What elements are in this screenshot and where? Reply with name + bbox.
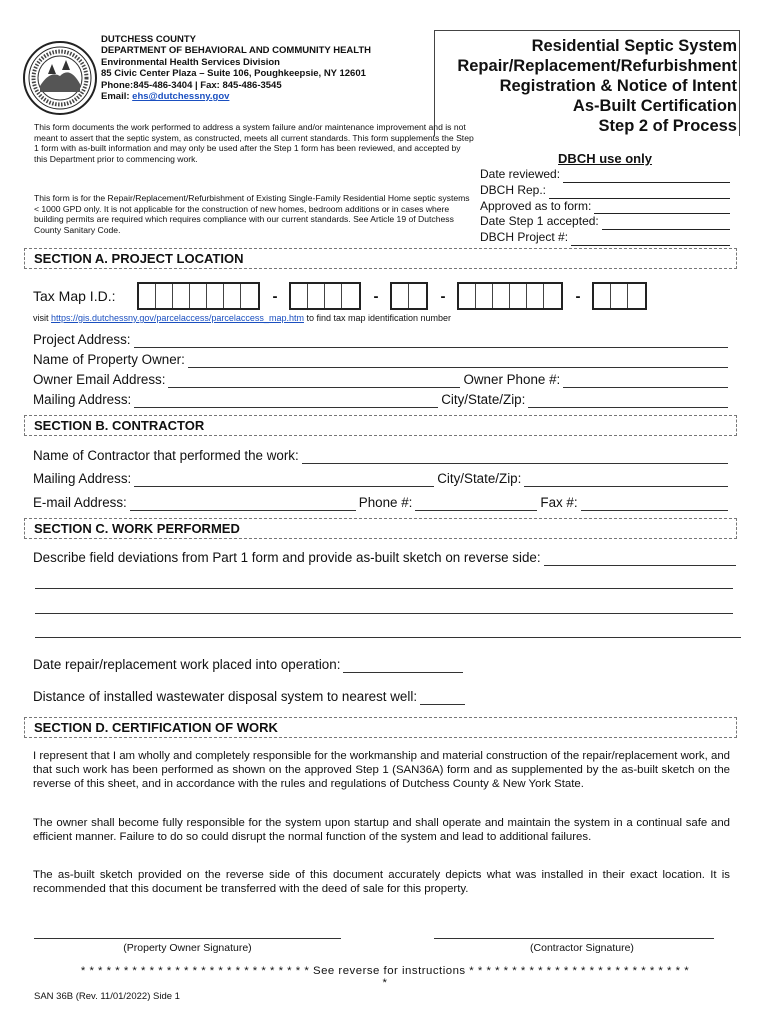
tax-map-group-2[interactable] <box>289 282 361 310</box>
section-c-header: SECTION C. WORK PERFORMED <box>24 518 737 539</box>
well-distance-row <box>33 689 468 705</box>
approved-field[interactable] <box>594 202 730 214</box>
owner-email-label: Owner Email Address: <box>33 372 166 387</box>
tax-map-dash: - <box>373 287 379 305</box>
contractor-phone-label: Phone #: <box>358 495 413 510</box>
tax-map-group-5[interactable] <box>592 282 647 310</box>
email-label: Email: <box>101 91 133 103</box>
owner-phone-label: Owner Phone #: <box>463 372 561 387</box>
contractor-city-field[interactable] <box>524 474 728 487</box>
owner-name-field[interactable] <box>188 355 728 368</box>
deviations-line[interactable] <box>35 588 733 589</box>
intro-paragraph-2: This form is for the Repair/Replacement/Refurbishment of Existing Single-Family Residential Home septic systems < 1000 GPD only. It is not applicable for the construction of new homes, bedroom additions or in cases where building permits are required which requires compliance with our current standards. See Article 19 of Dutchess County Sanitary Code. <box>34 193 470 235</box>
operation-date-label: Date repair/replacement work placed into operation: <box>33 657 341 672</box>
well-distance-label: Distance of installed wastewater disposal system to nearest well: <box>33 689 418 704</box>
project-address-field[interactable] <box>134 335 728 348</box>
owner-email-field[interactable] <box>168 375 460 388</box>
owner-signature-label: (Property Owner Signature) <box>123 942 252 954</box>
dbch-project-label: DBCH Project #: <box>480 230 569 245</box>
contractor-fax-label: Fax #: <box>540 495 578 510</box>
gis-link[interactable]: https://gis.dutchessny.gov/parcelaccess/parcelaccess_map.htm <box>51 313 304 323</box>
tax-map-group-4[interactable] <box>457 282 563 310</box>
contractor-signature-label: (Contractor Signature) <box>530 942 634 954</box>
step1-accepted-field[interactable] <box>602 218 730 230</box>
contractor-name-label: Name of Contractor that performed the work: <box>33 448 299 463</box>
contractor-city-label: City/State/Zip: <box>437 471 522 486</box>
operation-date-field[interactable] <box>343 660 463 673</box>
tax-map-group-3[interactable] <box>390 282 428 310</box>
owner-mailing-row <box>33 392 731 408</box>
owner-signature-line[interactable] <box>34 938 341 939</box>
contractor-signature-line[interactable] <box>434 938 714 939</box>
deviations-row <box>33 550 739 566</box>
tax-map-dash: - <box>272 287 278 305</box>
title-line-2: Repair/Replacement/Refurbishment <box>457 57 737 75</box>
project-address-label: Project Address: <box>33 332 131 347</box>
certification-paragraph-1: I represent that I am wholly and completely responsible for the workmanship and material construction of the repair/replacement work, and that such work has been performed as shown on the approved Step 1 (SAN36A) form and as supplemented by the as-built sketch on the reverse of this sheet, and in accordance with the rules and regulations of Dutchess County & New York State. <box>33 750 730 790</box>
owner-name-row <box>33 352 731 368</box>
county-name: DUTCHESS COUNTY <box>101 34 197 45</box>
title-line-4: As-Built Certification <box>572 97 737 115</box>
owner-phone-field[interactable] <box>563 375 728 388</box>
dbch-project-field[interactable] <box>571 234 730 246</box>
dbch-rep-label: DBCH Rep.: <box>480 182 547 197</box>
operation-date-row <box>33 657 466 673</box>
tax-map-dash: - <box>575 287 581 305</box>
city-state-zip-field[interactable] <box>528 395 728 408</box>
deviations-field[interactable] <box>544 553 736 566</box>
contractor-phone-field[interactable] <box>415 498 537 511</box>
section-d-header: SECTION D. CERTIFICATION OF WORK <box>24 717 737 738</box>
email-link[interactable]: ehs@dutchessny.gov <box>132 91 230 103</box>
reverse-instructions-note: * * * * * * * * * * * * * * * * * * * * * * * * * * * See reverse for instructions * * * * * * * * * * * * * * * * * * * * * * * * * * * <box>80 965 690 989</box>
mailing-address-label: Mailing Address: <box>33 392 132 407</box>
deviations-line[interactable] <box>35 637 741 638</box>
tax-map-row <box>33 281 647 311</box>
owner-name-label: Name of Property Owner: <box>33 352 185 367</box>
county-seal-logo <box>22 40 98 116</box>
section-a-header: SECTION A. PROJECT LOCATION <box>24 248 737 269</box>
visit-suffix: to find tax map identification number <box>303 313 452 323</box>
approved-label: Approved as to form: <box>480 198 592 213</box>
tax-map-group-1[interactable] <box>137 282 260 310</box>
owner-email-row <box>33 372 731 388</box>
form-number-footer: SAN 36B (Rev. 11/01/2022) Side 1 <box>34 991 180 1002</box>
project-address-row <box>33 332 731 348</box>
date-reviewed-field[interactable] <box>563 171 730 183</box>
mailing-address-field[interactable] <box>134 395 438 408</box>
date-reviewed-label: Date reviewed: <box>480 167 561 181</box>
tax-map-help <box>33 313 451 323</box>
dbch-rep-field[interactable] <box>549 187 730 199</box>
contractor-fax-field[interactable] <box>581 498 728 511</box>
title-line-1: Residential Septic System <box>531 37 737 55</box>
deviations-line[interactable] <box>35 613 733 614</box>
contractor-mailing-label: Mailing Address: <box>33 471 132 486</box>
deviations-label: Describe field deviations from Part 1 form and provide as-built sketch on reverse side: <box>33 550 541 565</box>
dbch-use-only-box <box>480 150 730 246</box>
well-distance-field[interactable] <box>420 692 465 705</box>
dbch-title: DBCH use only <box>558 151 652 166</box>
division-name: Environmental Health Services Division <box>101 56 280 68</box>
contractor-mailing-field[interactable] <box>134 474 434 487</box>
certification-paragraph-3: The as-built sketch provided on the reverse side of this document accurately depicts what was installed in their exact location. It is recommended that this document be transferred with the deed of sale for this property. <box>33 869 730 895</box>
contractor-email-label: E-mail Address: <box>33 495 127 510</box>
agency-email <box>101 91 371 102</box>
form-title <box>457 36 737 136</box>
intro-paragraph-1: This form documents the work performed to address a system failure and/or maintenance improvement and is not meant to assert that the septic system, as constructed, meets all current standards. This form supplements the Step 1 form with as-built information and may only be used after the Step 1 form has been reviewed, and accepted by this Department prior to commencing work. <box>34 122 474 164</box>
certification-paragraph-2: The owner shall become fully responsible for the system upon startup and shall operate and maintain the system in a continual safe and efficient manner. Failure to do so could disrupt the normal function of the system and lead to additional failures. <box>33 817 730 843</box>
section-b-header: SECTION B. CONTRACTOR <box>24 415 737 436</box>
agency-phone-fax: Phone:845-486-3404 | Fax: 845-486-3545 <box>101 79 282 91</box>
contractor-mailing-row <box>33 471 731 487</box>
visit-prefix: visit <box>33 313 51 323</box>
city-state-zip-label: City/State/Zip: <box>441 392 526 407</box>
department-name: DEPARTMENT OF BEHAVIORAL AND COMMUNITY HEALTH <box>101 45 372 57</box>
contractor-contact-row <box>33 495 731 511</box>
title-line-3: Registration & Notice of Intent <box>499 77 737 95</box>
contractor-email-field[interactable] <box>130 498 356 511</box>
step1-accepted-label: Date Step 1 accepted: <box>480 214 599 229</box>
tax-map-label: Tax Map I.D.: <box>33 288 116 304</box>
title-line-5: Step 2 of Process <box>598 117 737 135</box>
tax-map-dash: - <box>440 287 446 305</box>
agency-address: 85 Civic Center Plaza – Suite 106, Poughkeepsie, NY 12601 <box>101 68 366 80</box>
contractor-name-field[interactable] <box>302 451 728 464</box>
contractor-name-row <box>33 448 731 464</box>
agency-header <box>101 34 371 102</box>
